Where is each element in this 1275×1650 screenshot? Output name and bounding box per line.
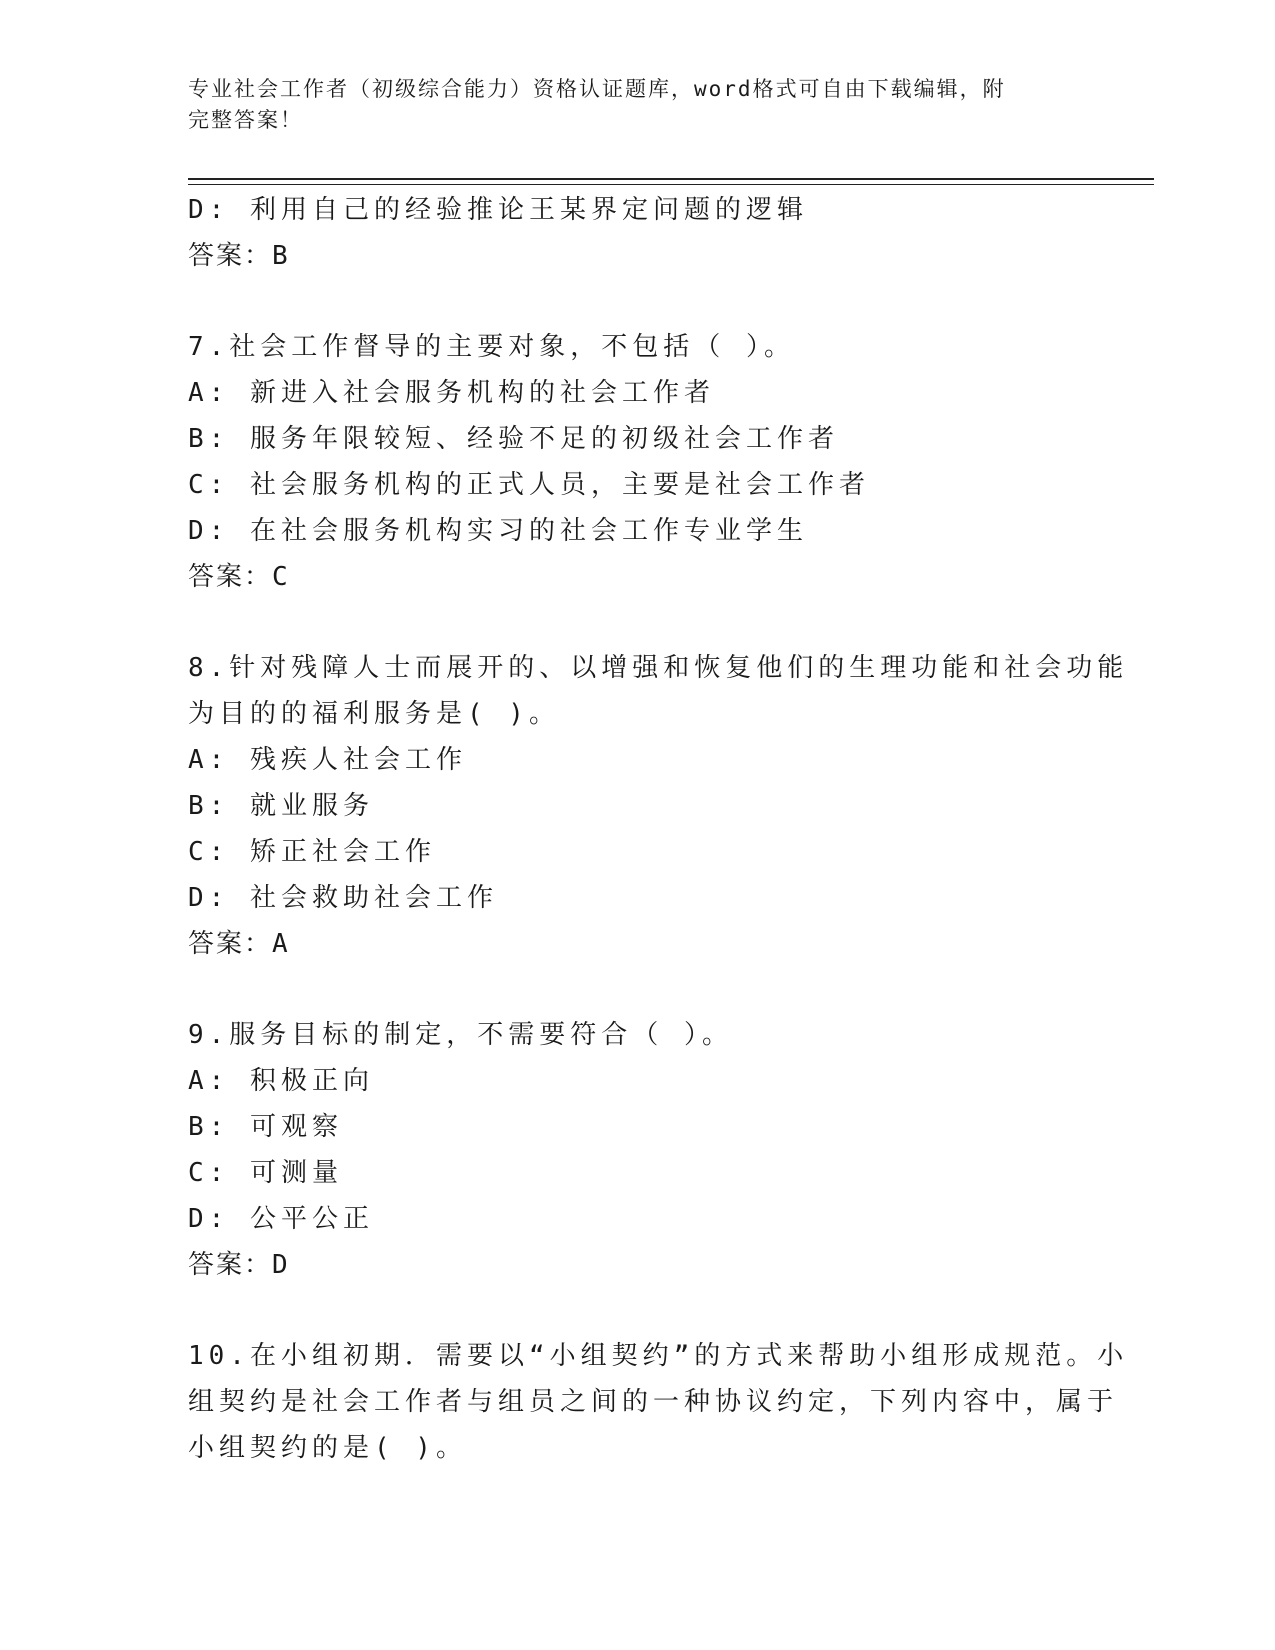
spacer: [188, 600, 1088, 645]
answer-label: 答案：: [188, 1250, 273, 1280]
header-line-1: 专业社会工作者（初级综合能力）资格认证题库，word格式可自由下载编辑，附: [188, 77, 1006, 101]
answer-line: [188, 233, 1088, 279]
question-stem-cont: 小组契约的是( )。: [188, 1433, 467, 1463]
header-line-2: 完整答案！: [188, 108, 303, 132]
option-a: A: 积极正向: [188, 1066, 374, 1096]
option-d: D: 公平公正: [188, 1204, 374, 1234]
document-header: [188, 74, 1068, 136]
answer-value: C: [272, 562, 290, 592]
option-d: D: 社会救助社会工作: [188, 883, 498, 913]
option-b: B: 就业服务: [188, 791, 374, 821]
option-c: C: 社会服务机构的正式人员，主要是社会工作者: [188, 470, 870, 500]
option-b: B: 服务年限较短、经验不足的初级社会工作者: [188, 424, 839, 454]
answer-label: 答案：: [188, 562, 273, 592]
answer-value: D: [272, 1250, 290, 1280]
spacer: [188, 279, 1088, 324]
answer-value: B: [272, 241, 290, 271]
question-list: [188, 187, 1129, 1471]
spacer: [188, 967, 1088, 1012]
spacer: [188, 1288, 1088, 1333]
answer-label: 答案：: [188, 241, 273, 271]
option-c: C: 可测量: [188, 1158, 343, 1188]
question-stem: 9.服务目标的制定，不需要符合（ ）。: [188, 1020, 733, 1050]
option-b: B: 可观察: [188, 1112, 343, 1142]
option-d: D: 在社会服务机构实习的社会工作专业学生: [188, 516, 808, 546]
answer-line: [188, 1242, 1088, 1288]
option-c: C: 矫正社会工作: [188, 837, 436, 867]
header-rule-thick: [188, 178, 1154, 180]
answer-line: [188, 554, 1088, 600]
question-stem-cont: 为目的的福利服务是( )。: [188, 699, 560, 729]
option-d: D: 利用自己的经验推论王某界定问题的逻辑: [188, 195, 808, 225]
option-a: A: 残疾人社会工作: [188, 745, 467, 775]
question-stem-cont: 组契约是社会工作者与组员之间的一种协议约定，下列内容中，属于: [188, 1387, 1119, 1417]
question-stem: 10.在小组初期．需要以“小组契约”的方式来帮助小组形成规范。小: [188, 1341, 1129, 1371]
answer-value: A: [272, 929, 290, 959]
question-stem: 8.针对残障人士而展开的、以增强和恢复他们的生理功能和社会功能: [188, 653, 1129, 683]
option-a: A: 新进入社会服务机构的社会工作者: [188, 378, 715, 408]
answer-label: 答案：: [188, 929, 273, 959]
question-stem: 7.社会工作督导的主要对象，不包括（ ）。: [188, 332, 795, 362]
header-rule-thin: [188, 184, 1154, 185]
answer-line: [188, 921, 1088, 967]
